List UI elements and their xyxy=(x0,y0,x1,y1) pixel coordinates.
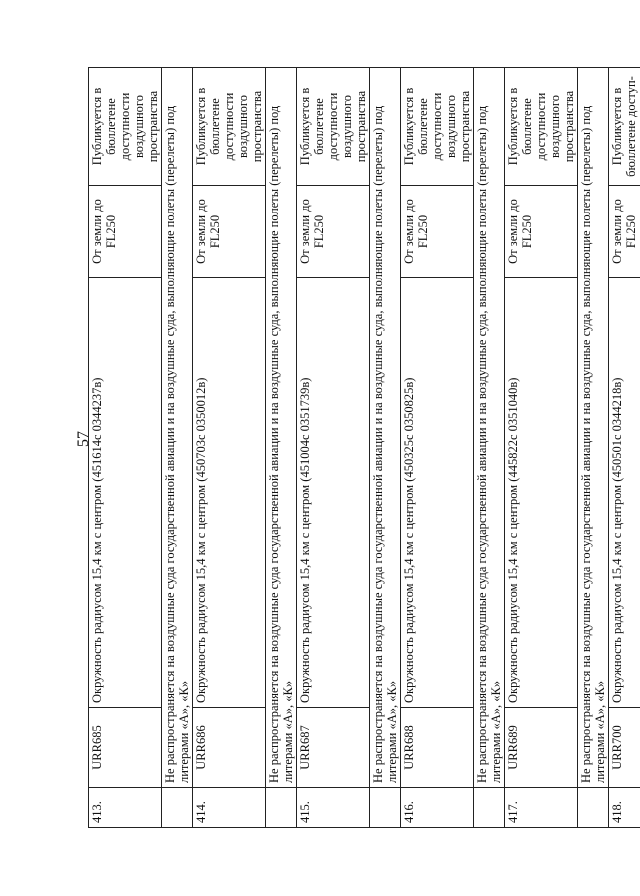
row-number: 417. xyxy=(505,788,578,828)
altitude-limits: От земли до FL250 xyxy=(297,186,370,278)
table-row xyxy=(162,68,193,828)
zone-code: URR686 xyxy=(193,708,266,788)
table-row xyxy=(266,68,297,828)
altitude-limits: От земли до FL250 xyxy=(505,186,578,278)
altitude-limits: От земли до FL250 xyxy=(193,186,266,278)
publication-note: Публикуется в бюллетене доступности воздушного пространства xyxy=(193,68,266,186)
zone-description: Окружность радиусом 15,4 км с центром (451004с 0351739в) xyxy=(297,278,370,708)
publication-note: Публикуется в бюллетене доступ- xyxy=(609,68,640,186)
altitude-limits: От земли до FL250 xyxy=(401,186,474,278)
table-row xyxy=(578,68,609,828)
table-row xyxy=(370,68,401,828)
row-number: 413. xyxy=(89,788,162,828)
zone-description: Окружность радиусом 15,4 км с центром (445822с 0351040в) xyxy=(505,278,578,708)
table-row xyxy=(609,68,640,828)
row-number: 416. xyxy=(401,788,474,828)
publication-note: Публикуется в бюллетене доступности воздушного пространства xyxy=(401,68,474,186)
table-row xyxy=(401,68,474,828)
rotated-table-wrapper xyxy=(88,68,638,828)
altitude-limits: От земли до FL250 xyxy=(89,186,162,278)
altitude-limits: От земли до FL250 xyxy=(609,186,640,278)
zone-code: URR700 xyxy=(609,708,640,788)
table-row xyxy=(297,68,370,828)
zone-description: Окружность радиусом 15,4 км с центром (451614с 0344237в) xyxy=(89,278,162,708)
exemption-note: Не распространяется на воздушные суда государственной авиации и на воздушные суда, выполняющие полеты (перелеты) под литерами «А», «К» xyxy=(370,68,401,788)
row-number: 415. xyxy=(297,788,370,828)
row-number: 414. xyxy=(193,788,266,828)
exemption-note: Не распространяется на воздушные суда государственной авиации и на воздушные суда, выполняющие полеты (перелеты) под литерами «А», «К» xyxy=(578,68,609,788)
zone-code: URR687 xyxy=(297,708,370,788)
zone-code: URR689 xyxy=(505,708,578,788)
zone-code: URR685 xyxy=(89,708,162,788)
publication-note: Публикуется в бюллетене доступности воздушного пространства xyxy=(505,68,578,186)
table-row xyxy=(474,68,505,828)
exemption-note: Не распространяется на воздушные суда государственной авиации и на воздушные суда, выполняющие полеты (перелеты) под литерами «А», «К» xyxy=(474,68,505,788)
exemption-note: Не распространяется на воздушные суда государственной авиации и на воздушные суда, выполняющие полеты (перелеты) под литерами «А», «К» xyxy=(266,68,297,788)
publication-note: Публикуется в бюллетене доступности воздушного пространства xyxy=(297,68,370,186)
row-number: 418. xyxy=(609,788,640,828)
publication-note: Публикуется в бюллетене доступности воздушного пространства xyxy=(89,68,162,186)
table-row xyxy=(193,68,266,828)
zone-code: URR688 xyxy=(401,708,474,788)
restricted-areas-table xyxy=(88,67,640,828)
table-row xyxy=(505,68,578,828)
exemption-note: Не распространяется на воздушные суда государственной авиации и на воздушные суда, выполняющие полеты (перелеты) под литерами «А», «К» xyxy=(162,68,193,788)
table-row xyxy=(89,68,162,828)
zone-description: Окружность радиусом 15,4 км с центром (450703с 0350012в) xyxy=(193,278,266,708)
page-number: 57 xyxy=(75,431,92,447)
zone-description: Окружность радиусом 15,4 км с центром (450325с 0350825в) xyxy=(401,278,474,708)
zone-description: Окружность радиусом 15,4 км с центром (450501с 0344218в) xyxy=(609,278,640,708)
